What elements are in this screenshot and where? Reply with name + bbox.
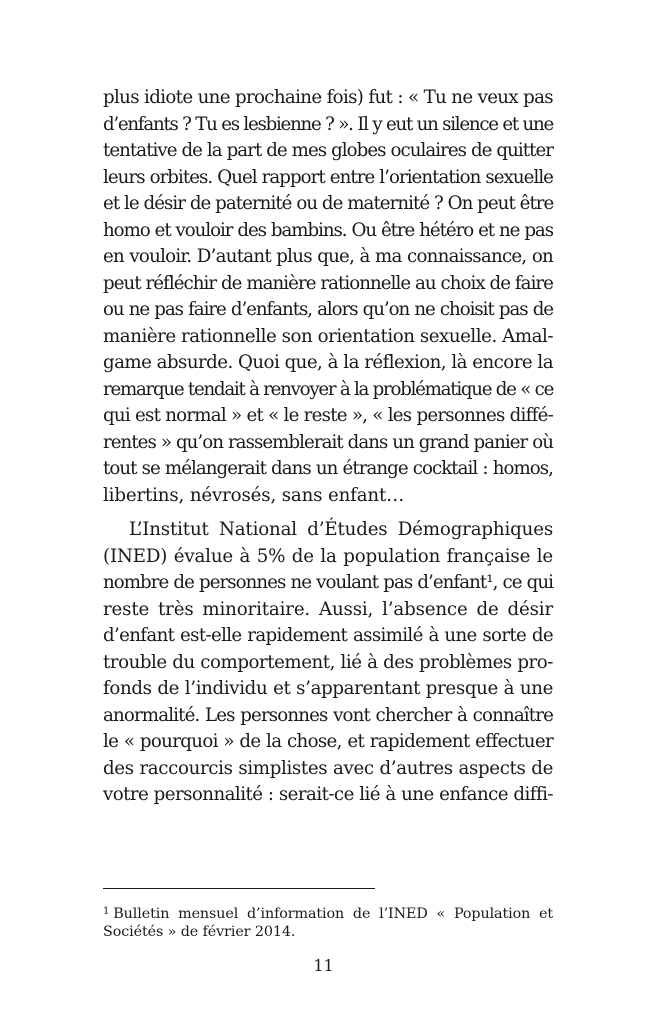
text-line: des raccourcis simplistes avec d’autres aspects de [103, 757, 553, 779]
text-line: qui est normal » et « le reste », « les personnes diffé- [103, 405, 553, 426]
text-line: votre personnalité : serait-ce lié à une enfance diffi- [103, 784, 553, 805]
text-line: fonds de l’individu et s’apparentant presque à une [103, 678, 553, 699]
text-line: leurs orbites. Quel rapport entre l’orientation sexuelle [103, 166, 553, 188]
footnote-separator [103, 888, 375, 889]
text-line: game absurde. Quoi que, à la réflexion, là encore la [103, 352, 553, 373]
text-line: rentes » qu’on rassemblerait dans un grand panier où [103, 431, 553, 453]
footnote-line [103, 902, 553, 922]
page-number: 11 [313, 956, 334, 975]
paragraph [103, 517, 553, 809]
text-line: en vouloir. D’autant plus que, à ma connaissance, on [103, 246, 553, 267]
text-line: ou ne pas faire d’enfants, alors qu’on ne choisit pas de [103, 299, 553, 320]
text-line: et le désir de paternité ou de maternité ? On peut être [103, 193, 554, 214]
text-line: nombre de personnes ne voulant pas d’enfant¹, ce qui [103, 572, 553, 593]
paragraph [103, 85, 553, 509]
text-line: tentative de la part de mes globes oculaires de quitter [103, 140, 553, 161]
text-line: anormalité. Les personnes vont chercher à connaître [103, 704, 553, 726]
text-line: reste très minoritaire. Aussi, l’absence de désir [103, 598, 553, 620]
footnote-line: Sociétés » de février 2014. [103, 924, 296, 940]
paragraph-gap [103, 509, 553, 517]
text-line: plus idiote une prochaine fois) fut : « Tu ne veux pas [103, 87, 553, 108]
text-line: d’enfant est-elle rapidement assimilé à une sorte de [103, 625, 553, 646]
text-line: trouble du comportement, lié à des problèmes pro- [103, 651, 553, 673]
text-line: d’enfants ? Tu es lesbienne ? ». Il y eut un silence et une [103, 113, 553, 135]
body-text [103, 85, 553, 809]
text-line: peut réfléchir de manière rationnelle au choix de faire [103, 272, 553, 294]
text-line: tout se mélangerait dans un étrange cocktail : homos, [103, 458, 553, 479]
text-line: remarque tendait à renvoyer à la problématique de « ce [103, 378, 554, 400]
text-line: libertins, névrosés, sans enfant… [103, 484, 405, 506]
text-line: L’Institut National d’Études Démographiques [129, 519, 553, 540]
text-line: manière rationnelle son orientation sexuelle. Amal- [103, 325, 554, 347]
text-line: (INED) évalue à 5% de la population française le [103, 545, 553, 567]
footnote [103, 902, 553, 942]
footnote-number: 1 [103, 906, 110, 917]
text-line: le « pourquoi » de la chose, et rapidement effectuer [103, 731, 553, 752]
footnote-text: Bulletin mensuel d’information de l’INED « Population et [113, 906, 553, 922]
text-line: homo et vouloir des bambins. Ou être hétéro et ne pas [103, 219, 553, 241]
